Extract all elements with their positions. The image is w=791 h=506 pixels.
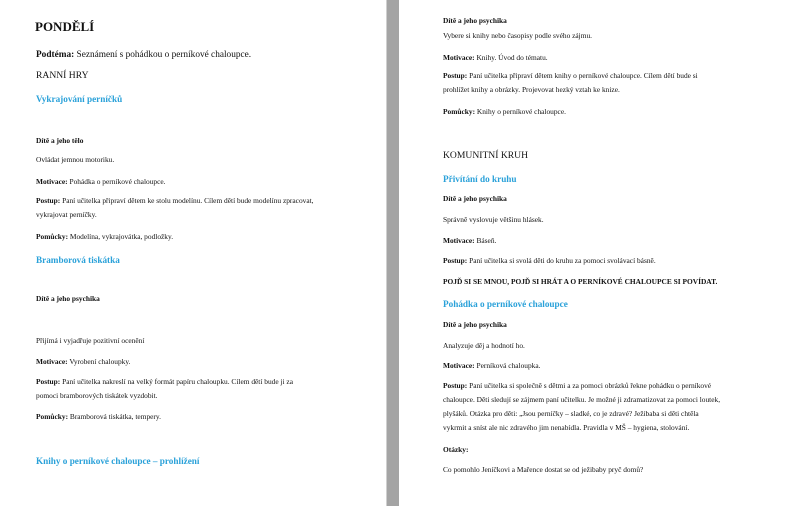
- activity-cookie-cutting-motivation: [36, 175, 371, 189]
- activity-fairy-tale-area: Dítě a jeho psychika: [443, 320, 507, 329]
- motivation-text: Báseň.: [476, 236, 497, 245]
- welcome-poem: POJĎ SI SE MNOU, POJĎ SI HRÁT A O PERNÍKOVÉ CHALOUPCE SI POVÍDAT.: [443, 277, 718, 286]
- subtopic-text: Seznámení s pohádkou o perníkové chaloupce.: [76, 50, 252, 60]
- section-title-morning-games: RANNÍ HRY: [36, 70, 89, 81]
- activity-books-motivation: [443, 51, 778, 65]
- subtopic-line: [36, 48, 371, 62]
- aids-text: Bramborová tiskátka, tempery.: [69, 412, 161, 421]
- activity-books-area: Dítě a jeho psychika: [443, 16, 507, 25]
- fairy-tale-question: Co pomohlo Jeníčkovi a Mařence dostat se od ježibaby pryč domů?: [443, 465, 644, 474]
- day-title: PONDĚLÍ: [35, 19, 95, 34]
- activity-cookie-cutting-procedure: [36, 194, 371, 222]
- activity-potato-stamps-motivation: [36, 355, 371, 369]
- activity-fairy-tale-goal: Analyzuje děj a hodnotí ho.: [443, 341, 525, 350]
- activity-fairy-tale-procedure: [443, 379, 778, 435]
- aids-text: Modelína, vykrajovátka, podložky.: [69, 232, 174, 241]
- activity-welcome-goal: Správně vyslovuje většinu hlásek.: [443, 215, 544, 224]
- activity-welcome-area: Dítě a jeho psychika: [443, 194, 507, 203]
- aids-label: Pomůcky:: [36, 232, 69, 241]
- activity-books-goal: Vybere si knihy nebo časopisy podle svého zájmu.: [443, 31, 593, 40]
- questions-label: Otázky:: [443, 445, 469, 454]
- activity-fairy-tale-motivation: [443, 359, 778, 373]
- motivation-text: Knihy. Úvod do tématu.: [476, 53, 548, 62]
- motivation-label: Motivace:: [36, 357, 68, 366]
- procedure-label: Postup:: [36, 196, 61, 205]
- activity-welcome-title: Přivítání do kruhu: [443, 174, 517, 184]
- activity-cookie-cutting-title: Vykrajování perníčků: [36, 94, 123, 104]
- activity-welcome-procedure: [443, 254, 778, 268]
- motivation-label: Motivace:: [443, 236, 475, 245]
- aids-label: Pomůcky:: [36, 412, 69, 421]
- motivation-text: Pohádka o perníkové chaloupce.: [69, 177, 166, 186]
- procedure-label: Postup:: [443, 71, 468, 80]
- activity-cookie-cutting-goal: Ovládat jemnou motoriku.: [36, 155, 115, 164]
- procedure-label: Postup:: [443, 256, 468, 265]
- motivation-text: Perníková chaloupka.: [476, 361, 541, 370]
- activity-potato-stamps-title: Bramborová tiskátka: [36, 255, 120, 265]
- activity-books-title: Knihy o perníkové chaloupce – prohlížení: [36, 456, 200, 466]
- activity-potato-stamps-aids: [36, 410, 371, 424]
- motivation-label: Motivace:: [36, 177, 68, 186]
- procedure-text: Paní učitelka si společně s dětmi a za pomoci obrázků řekne pohádku o perníkové chaloupce. Děti sledují se zájmem paní učitelku. Je možné ji zdramatizovat za pomoci loutek, plyšáků. Otázka pro děti: „Jsou perníčky – sladké, co je zdravé? Ježibaba si děti chtěla vykrmit a sníst ale nic zdravého jim nenabídla. Pravidla v MŠ – hygiena, stolování.: [443, 381, 721, 432]
- subtopic-label: Podtéma:: [36, 50, 75, 60]
- activity-books-procedure: [443, 69, 778, 97]
- procedure-text: Paní učitelka si svolá děti do kruhu za pomoci svolávací básně.: [469, 256, 656, 265]
- activity-potato-stamps-procedure: [36, 375, 371, 403]
- activity-fairy-tale-title: Pohádka o perníkové chaloupce: [443, 299, 568, 309]
- aids-text: Knihy o perníkové chaloupce.: [476, 107, 566, 116]
- document-page-2[interactable]: [399, 0, 791, 506]
- activity-potato-stamps-area: Dítě a jeho psychika: [36, 294, 100, 303]
- section-title-community-circle: KOMUNITNÍ KRUH: [443, 150, 529, 161]
- motivation-text: Vyrobení chaloupky.: [69, 357, 131, 366]
- activity-books-aids: [443, 105, 778, 119]
- procedure-label: Postup:: [443, 381, 468, 390]
- procedure-label: Postup:: [36, 377, 61, 386]
- procedure-text: Paní učitelka připraví dětem knihy o perníkové chaloupce. Cílem dětí bude si prohlížet knihy a obrázky. Projevovat hezký vztah ke knize.: [443, 71, 698, 94]
- activity-welcome-motivation: [443, 234, 778, 248]
- motivation-label: Motivace:: [443, 361, 475, 370]
- aids-label: Pomůcky:: [443, 107, 476, 116]
- page-gap: [386, 0, 399, 506]
- procedure-text: Paní učitelka připraví dětem ke stolu modelínu. Cílem dětí bude modelínu zpracovat, vykrajovat perníčky.: [36, 196, 314, 219]
- activity-cookie-cutting-aids: [36, 230, 371, 244]
- activity-cookie-cutting-area: Dítě a jeho tělo: [36, 136, 84, 145]
- document-page-1[interactable]: [0, 0, 386, 506]
- activity-potato-stamps-goal: Přijímá i vyjadřuje pozitivní ocenění: [36, 336, 145, 345]
- procedure-text: Paní učitelka nakreslí na velký formát papíru chaloupku. Cílem dětí bude ji za pomoci bramborových tiskátek vyzdobit.: [36, 377, 293, 400]
- motivation-label: Motivace:: [443, 53, 475, 62]
